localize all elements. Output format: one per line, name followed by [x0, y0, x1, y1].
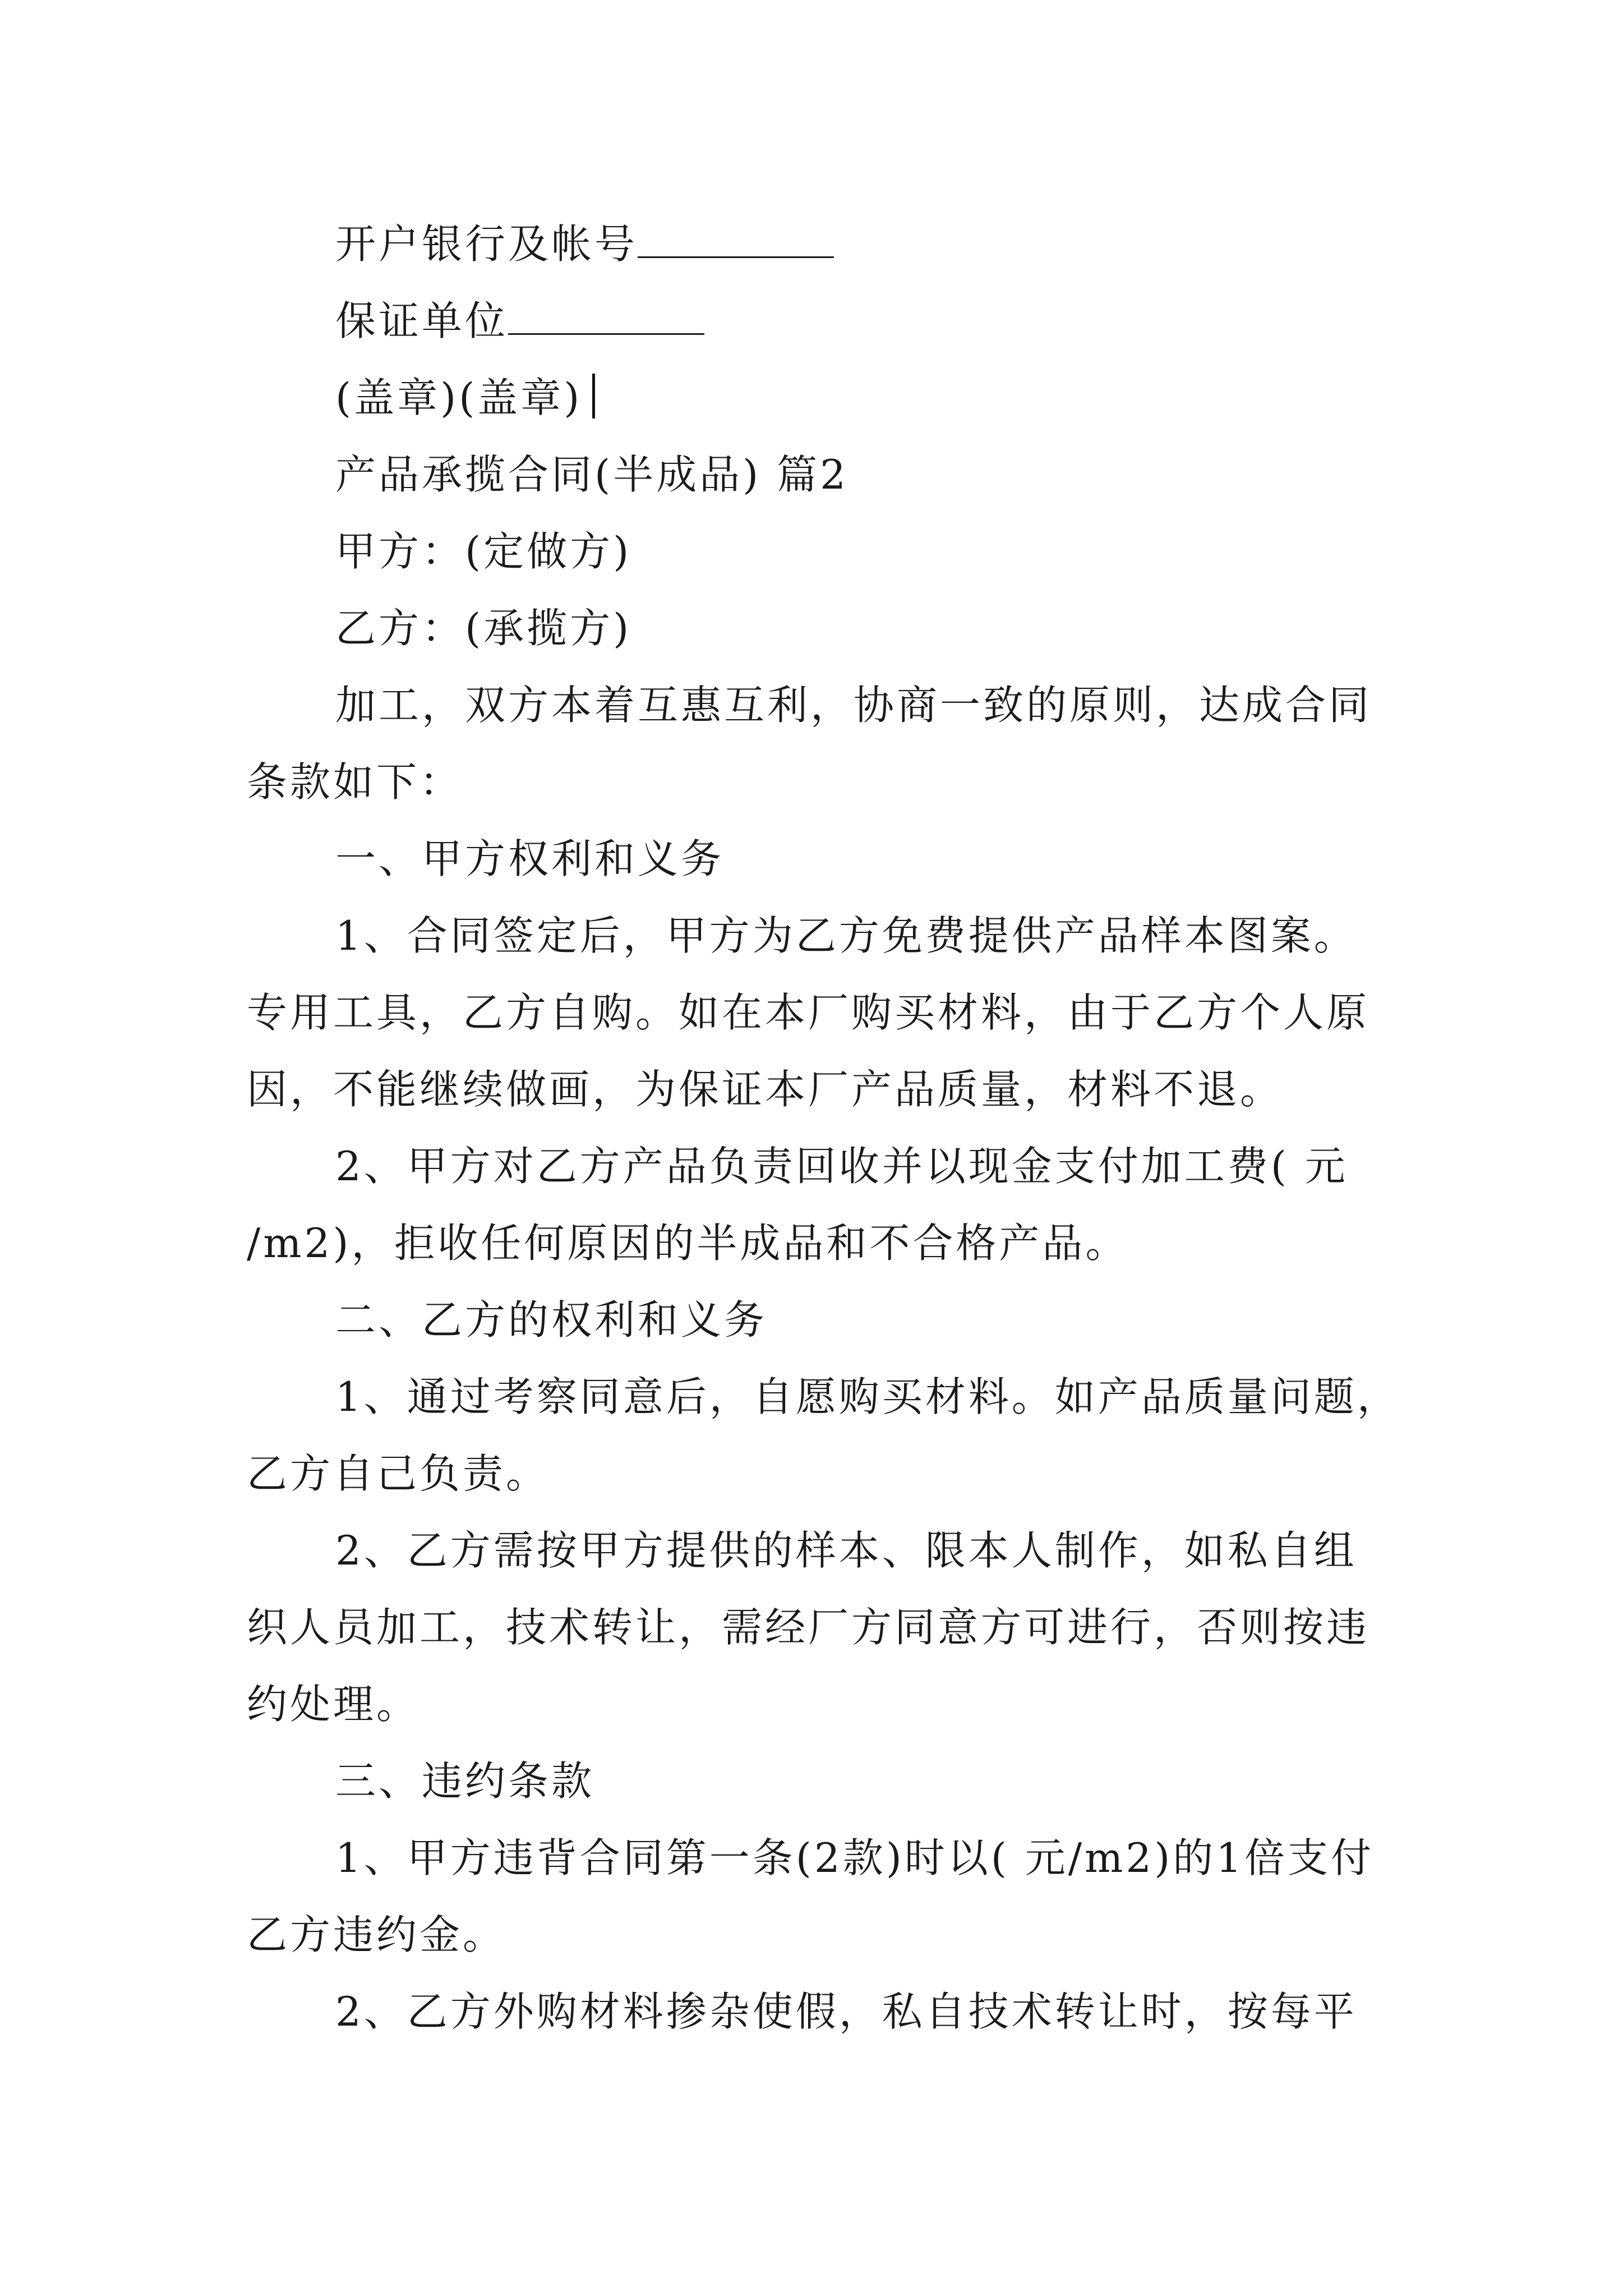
bank-account-line [335, 216, 834, 272]
guarantor-line [335, 293, 704, 349]
s2-item1-line2: 乙方自己负责。 [247, 1450, 550, 1497]
contract-title: 产品承揽合同(半成品) 篇2 [335, 451, 849, 498]
seals-text: (盖章)(盖章) [335, 374, 583, 421]
section-2-heading: 二、乙方的权利和义务 [335, 1296, 768, 1343]
section-3-heading: 三、违约条款 [335, 1757, 595, 1805]
s1-item1-line1: 1、合同签定后，甲方为乙方免费提供产品样本图案。 [335, 912, 1357, 959]
s2-item2-line1: 2、乙方需按甲方提供的样本、限本人制作，如私自组 [335, 1527, 1357, 1574]
intro-line-1: 加工，双方本着互惠互利，协商一致的原则，达成合同 [335, 682, 1372, 729]
bank-account-blank [638, 222, 834, 258]
s1-item2-line1: 2、甲方对乙方产品负责回收并以现金支付加工费( 元 [335, 1143, 1348, 1190]
s2-item2-line3: 约处理。 [247, 1681, 420, 1728]
s3-item2-line1: 2、乙方外购材料掺杂使假，私自技术转让时，按每平 [335, 1988, 1357, 2035]
party-b: 乙方：(承揽方) [335, 605, 632, 652]
guarantor-blank [508, 298, 704, 335]
text-cursor [592, 374, 595, 418]
s2-item1-line1: 1、通过考察同意后，自愿购买材料。如产品质量问题， [335, 1373, 1400, 1420]
s2-item2-line2: 织人员加工，技术转让，需经厂方同意方可进行，否则按违 [247, 1604, 1370, 1651]
bank-account-label: 开户银行及帐号 [335, 220, 638, 268]
s1-item1-line3: 因，不能继续做画，为保证本厂产品质量，材料不退。 [247, 1066, 1284, 1113]
guarantor-label: 保证单位 [335, 297, 509, 344]
seals-line [335, 370, 595, 426]
party-a: 甲方：(定做方) [335, 528, 632, 575]
s3-item1-line1: 1、甲方违背合同第一条(2款)时以( 元/m2)的1倍支付 [335, 1834, 1375, 1881]
section-1-heading: 一、甲方权利和义务 [335, 835, 725, 882]
s1-item2-line2: /m2)，拒收任何原因的半成品和不合格产品。 [247, 1220, 1129, 1267]
s1-item1-line2: 专用工具，乙方自购。如在本厂购买材料，由于乙方个人原 [247, 989, 1370, 1036]
s3-item1-line2: 乙方违约金。 [247, 1911, 506, 1958]
intro-line-2: 条款如下： [247, 758, 463, 806]
